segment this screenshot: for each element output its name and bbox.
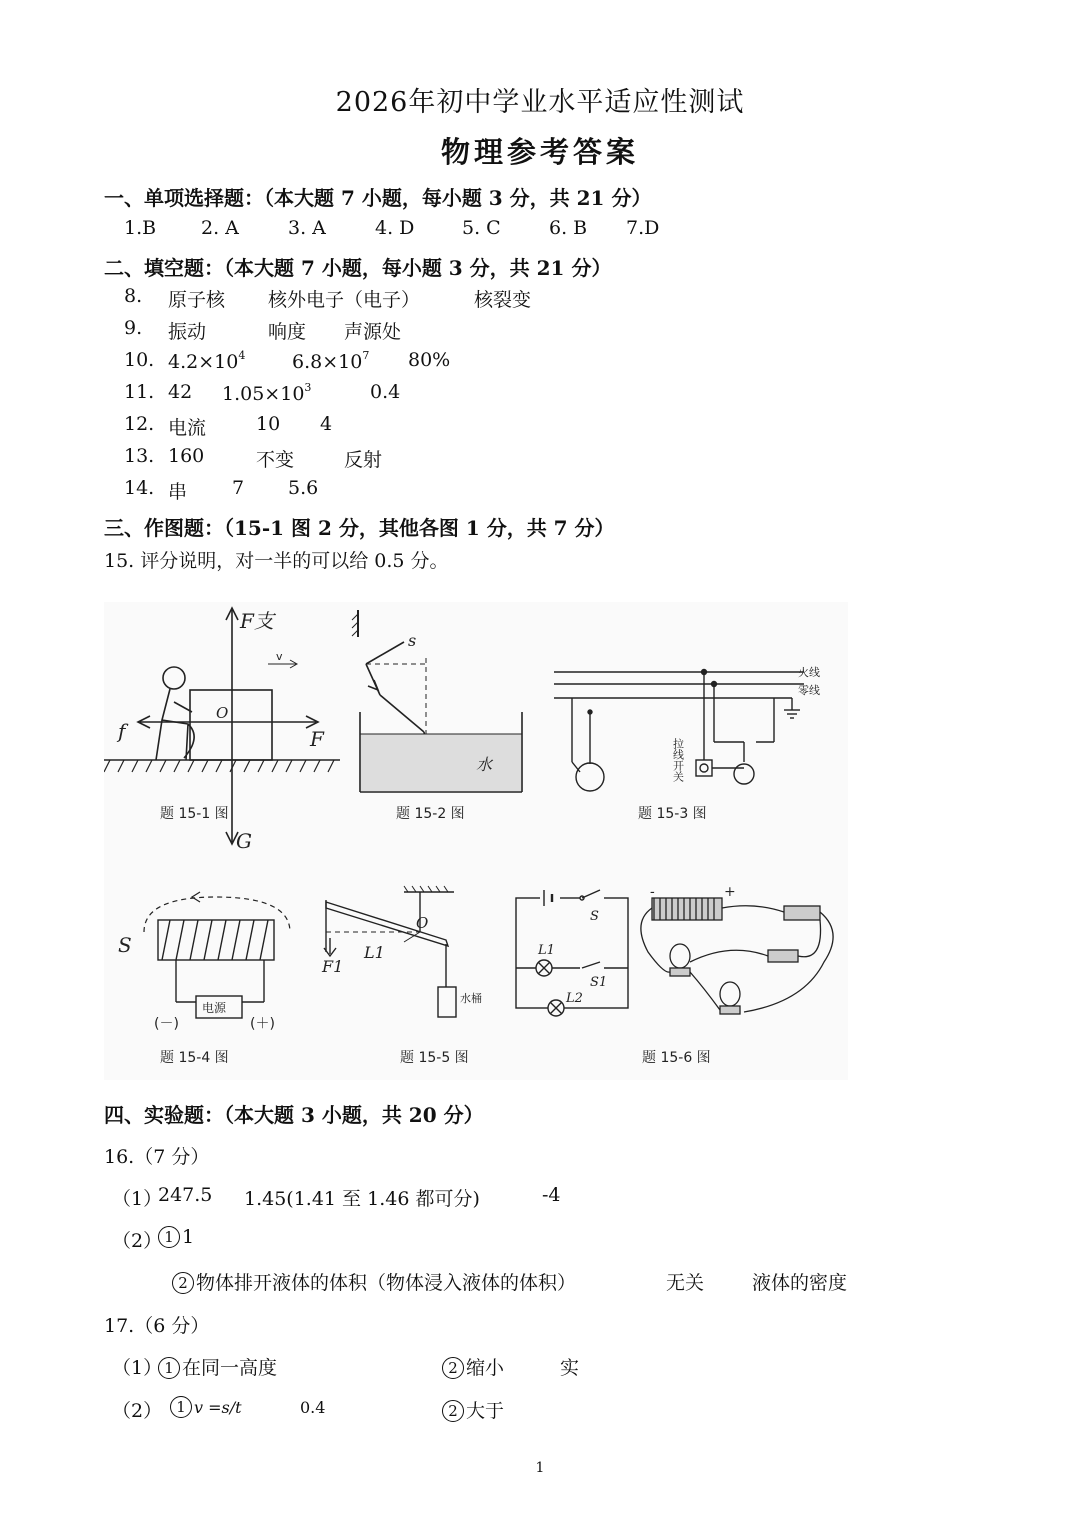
answer: 7 xyxy=(232,477,245,499)
answer: 1.45(1.41 至 1.46 都可分) xyxy=(244,1188,480,1210)
caption-15-2: 题 15-2 图 xyxy=(396,806,465,822)
label-power-supply: 电源 xyxy=(202,1001,227,1015)
label-lamp-l2: L2 xyxy=(566,991,583,1006)
circled-number: 2 xyxy=(442,1357,464,1379)
label-velocity: v xyxy=(276,650,283,663)
answer: 80% xyxy=(408,349,451,371)
figure-15-4 xyxy=(144,892,290,1018)
label-f-pull: F xyxy=(310,727,324,751)
answer: 4 xyxy=(320,413,333,435)
label-pull-switch: 拉线开关 xyxy=(671,738,685,782)
label-s-source: s xyxy=(408,631,417,650)
label-neutral-wire: 零线 xyxy=(798,684,820,697)
answer: 声源处 xyxy=(344,321,402,343)
figure-15-6-pictorial xyxy=(641,898,833,1014)
question-number: 13. xyxy=(124,445,155,467)
answer: 核外电子（电子） xyxy=(268,289,421,311)
answer: 2 缩小 xyxy=(442,1353,504,1380)
circled-number: 2 xyxy=(442,1400,464,1422)
answer: $1.05\times 10^3$ xyxy=(222,381,312,405)
mcq-answer: 6. B xyxy=(549,217,588,239)
label-g-gravity: G xyxy=(236,829,252,853)
answer: 2 大于 xyxy=(442,1396,504,1423)
answer: 原子核 xyxy=(168,289,226,311)
section-heading-fill: 二、填空题：（本大题 7 小题，每小题 3 分，共 21 分） xyxy=(104,256,612,280)
answer-figures xyxy=(104,602,848,1080)
label-minus-terminal: (－) xyxy=(154,1016,179,1032)
circled-number: 2 xyxy=(172,1272,194,1294)
answer: 无关 xyxy=(666,1272,705,1294)
caption-15-6: 题 15-6 图 xyxy=(642,1050,711,1066)
answer: 1 1 xyxy=(158,1226,194,1248)
answer: 0.4 xyxy=(370,381,401,403)
label-o: O xyxy=(216,704,229,722)
answer: -4 xyxy=(542,1184,561,1206)
label-water: 水 xyxy=(476,755,493,774)
label-arm-l1: L1 xyxy=(364,943,385,962)
figure-15-5 xyxy=(324,886,456,1017)
answer: 160 xyxy=(168,445,205,467)
label-switch-s: S xyxy=(590,909,599,924)
label-bucket: 水桶 xyxy=(460,992,482,1005)
answer: $6.8\times 10^7$ xyxy=(292,349,370,373)
circled-number: 1 xyxy=(170,1396,192,1418)
label-fulcrum-o: O xyxy=(416,914,429,932)
answer: 2 物体排开液体的体积（物体浸入液体的体积） xyxy=(172,1268,576,1295)
q15-note: 15. 评分说明，对一半的可以给 0.5 分。 xyxy=(104,550,449,572)
answer: 0.4 xyxy=(300,1398,326,1417)
question-number: 11. xyxy=(124,381,155,403)
part-label: （2） xyxy=(112,1400,163,1422)
label-minus: - xyxy=(650,884,655,900)
answer: 不变 xyxy=(256,449,295,471)
label-live-wire: 火线 xyxy=(798,666,820,679)
question-number: 9. xyxy=(124,317,143,339)
q17-heading: 17.（6 分） xyxy=(104,1315,210,1337)
answer: 反射 xyxy=(344,449,383,471)
question-number: 10. xyxy=(124,349,155,371)
mcq-answer: 2. A xyxy=(201,217,239,239)
answer: 液体的密度 xyxy=(752,1272,848,1294)
q16-heading: 16.（7 分） xyxy=(104,1146,210,1168)
page-number: 1 xyxy=(535,1460,545,1476)
figure-15-2 xyxy=(352,610,522,792)
answer: 电流 xyxy=(168,417,207,439)
label-s-pole: S xyxy=(118,933,132,957)
section-heading-drawing: 三、作图题：（15-1 图 2 分，其他各图 1 分，共 7 分） xyxy=(104,516,615,540)
part-label: （1） xyxy=(112,1188,163,1210)
answer: 串 xyxy=(168,481,188,503)
label-plus: + xyxy=(724,884,736,900)
section-heading-experiment: 四、实验题：（本大题 3 小题，共 20 分） xyxy=(104,1103,484,1127)
caption-15-4: 题 15-4 图 xyxy=(160,1050,229,1066)
answer: 10 xyxy=(256,413,281,435)
label-switch-s1: S1 xyxy=(590,975,608,990)
answer: 响度 xyxy=(268,321,307,343)
caption-15-5: 题 15-5 图 xyxy=(400,1050,469,1066)
answer: 247.5 xyxy=(158,1184,213,1206)
answer: 振动 xyxy=(168,321,207,343)
mcq-answer: 3. A xyxy=(288,217,326,239)
figures-svg xyxy=(104,602,848,1080)
answer: 5.6 xyxy=(288,477,319,499)
answer: 实 xyxy=(560,1357,580,1379)
mcq-answer: 7.D xyxy=(626,217,660,239)
caption-15-1: 题 15-1 图 xyxy=(160,806,229,822)
part-label: （1） xyxy=(112,1357,163,1379)
answer: 42 xyxy=(168,381,193,403)
caption-15-3: 题 15-3 图 xyxy=(638,806,707,822)
label-lamp-l1: L1 xyxy=(538,943,555,958)
page-subtitle: 物理参考答案 xyxy=(440,135,639,169)
circled-number: 1 xyxy=(158,1357,180,1379)
label-plus-terminal: (＋) xyxy=(250,1016,275,1032)
part-label: （2） xyxy=(112,1230,163,1252)
answer: $4.2\times 10^4$ xyxy=(168,349,246,373)
mcq-answer: 5. C xyxy=(462,217,501,239)
label-f-support: F支 xyxy=(240,609,274,633)
question-number: 8. xyxy=(124,285,143,307)
label-f-friction: f xyxy=(118,719,126,743)
label-force-f1: F1 xyxy=(322,957,344,976)
answer: 核裂变 xyxy=(474,289,532,311)
section-heading-mcq: 一、单项选择题：（本大题 7 小题，每小题 3 分，共 21 分） xyxy=(104,186,652,210)
question-number: 12. xyxy=(124,413,155,435)
question-number: 14. xyxy=(124,477,155,499)
mcq-answer: 1.B xyxy=(124,217,157,239)
mcq-answer: 4. D xyxy=(375,217,415,239)
answer: 1 v =s/t xyxy=(170,1396,242,1418)
circled-number: 1 xyxy=(158,1226,180,1248)
answer: 1 在同一高度 xyxy=(158,1353,277,1380)
page-title: 2026年初中学业水平适应性测试 xyxy=(335,87,745,118)
